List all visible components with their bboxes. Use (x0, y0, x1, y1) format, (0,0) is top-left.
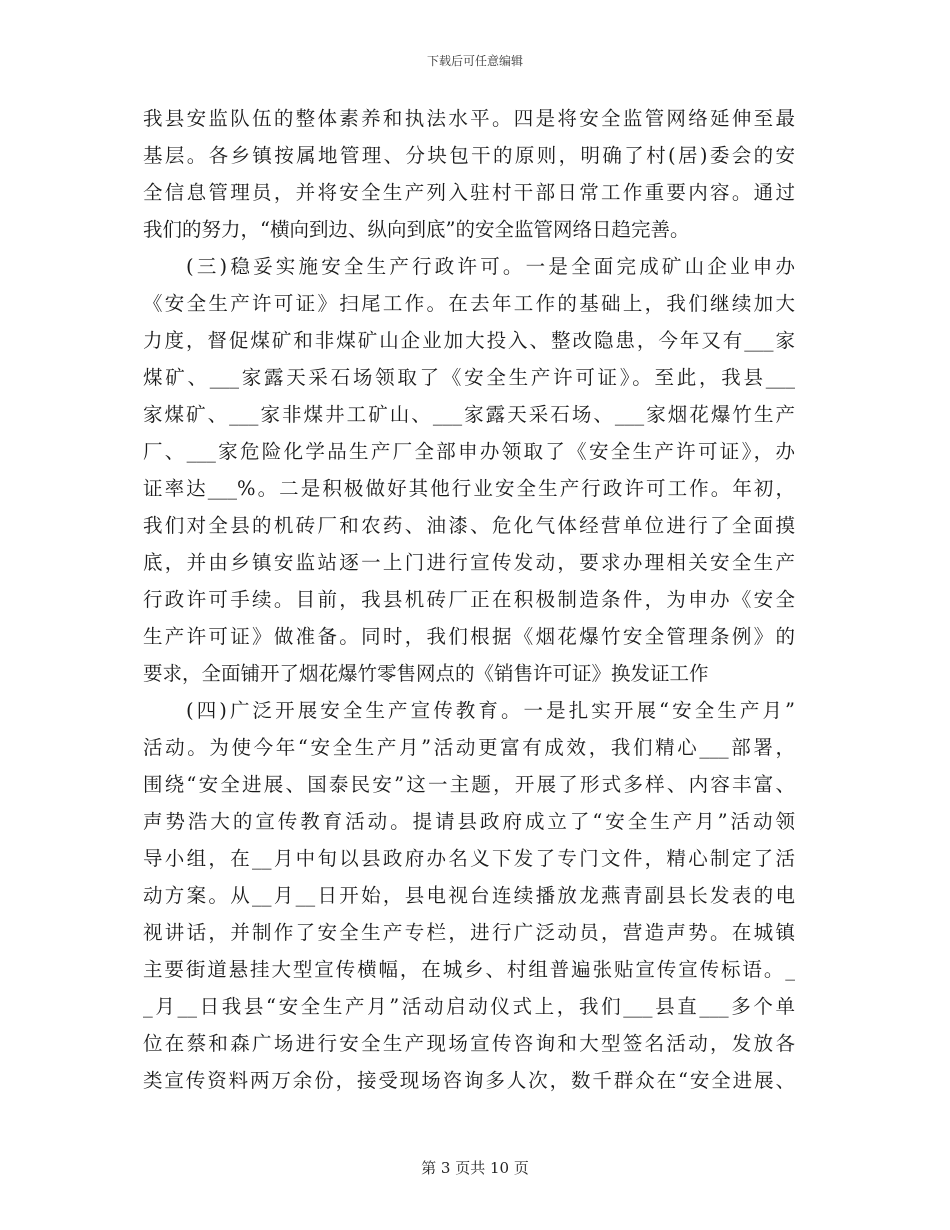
text-line: 全信息管理员，并将安全生产列入驻村干部日常工作重要内容。通过 (143, 181, 795, 204)
text-line: 活动。为使今年“安全生产月”活动更富有成效，我们精心___部署， (143, 736, 795, 759)
text-line: 我们的努力，“横向到边、纵向到底”的安全监管网络日趋完善。 (143, 218, 690, 241)
text-line: 导小组，在__月中旬以县政府办名义下发了专门文件，精心制定了活 (143, 847, 795, 870)
text-line: _月__日我县“安全生产月”活动启动仪式上，我们___县直___多个单 (143, 995, 795, 1018)
text-line: 证率达___%。二是积极做好其他行业安全生产行政许可工作。年初， (143, 477, 795, 500)
text-line: 行政许可手续。目前，我县机砖厂正在积极制造条件，为申办《安全 (143, 588, 795, 611)
text-line: 要求，全面铺开了烟花爆竹零售网点的《销售许可证》换发证工作 (143, 662, 709, 685)
document-body (143, 100, 795, 1099)
text-line: 我们对全县的机砖厂和农药、油漆、危化气体经营单位进行了全面摸 (143, 514, 795, 537)
page-header: 下载后可任意编辑 (426, 54, 523, 68)
text-line: 主要街道悬挂大型宣传横幅，在城乡、村组普遍张贴宣传宣传标语。_ (143, 958, 795, 981)
section-heading-line: (四)广泛开展安全生产宣传教育。一是扎实开展“安全生产月” (186, 699, 795, 722)
text-line: 视讲话，并制作了安全生产专栏，进行广泛动员，营造声势。在城镇 (143, 921, 795, 944)
text-line: 厂、___家危险化学品生产厂全部申办领取了《安全生产许可证》，办 (143, 440, 795, 463)
text-line: 力度，督促煤矿和非煤矿山企业加大投入、整改隐患，今年又有___家 (143, 329, 795, 352)
text-line: 《安全生产许可证》扫尾工作。在去年工作的基础上，我们继续加大 (143, 292, 795, 315)
section-heading-line: (三)稳妥实施安全生产行政许可。一是全面完成矿山企业申办 (186, 255, 795, 278)
text-line: 围绕“安全进展、国泰民安”这一主题，开展了形式多样、内容丰富、 (143, 773, 795, 796)
text-line: 动方案。从__月__日开始，县电视台连续播放龙燕青副县长发表的电 (143, 884, 795, 907)
text-line: 煤矿、___家露天采石场领取了《安全生产许可证》。至此，我县___ (143, 366, 795, 389)
text-line: 底，并由乡镇安监站逐一上门进行宣传发动，要求办理相关安全生产 (143, 551, 795, 574)
text-line: 我县安监队伍的整体素养和执法水平。四是将安全监管网络延伸至最 (143, 107, 795, 130)
text-line: 位在蔡和森广场进行安全生产现场宣传咨询和大型签名活动，发放各 (143, 1032, 795, 1055)
text-line: 基层。各乡镇按属地管理、分块包干的原则，明确了村(居)委会的安 (143, 144, 795, 167)
page-footer: 第 3 页共 10 页 (421, 1159, 529, 1177)
text-line: 家煤矿、___家非煤井工矿山、___家露天采石场、___家烟花爆竹生产 (143, 403, 795, 426)
text-line: 声势浩大的宣传教育活动。提请县政府成立了“安全生产月”活动领 (143, 810, 795, 833)
text-line: 类宣传资料两万余份，接受现场咨询多人次，数千群众在“安全进展、 (143, 1069, 795, 1092)
text-line: 生产许可证》做准备。同时，我们根据《烟花爆竹安全管理条例》的 (143, 625, 795, 648)
